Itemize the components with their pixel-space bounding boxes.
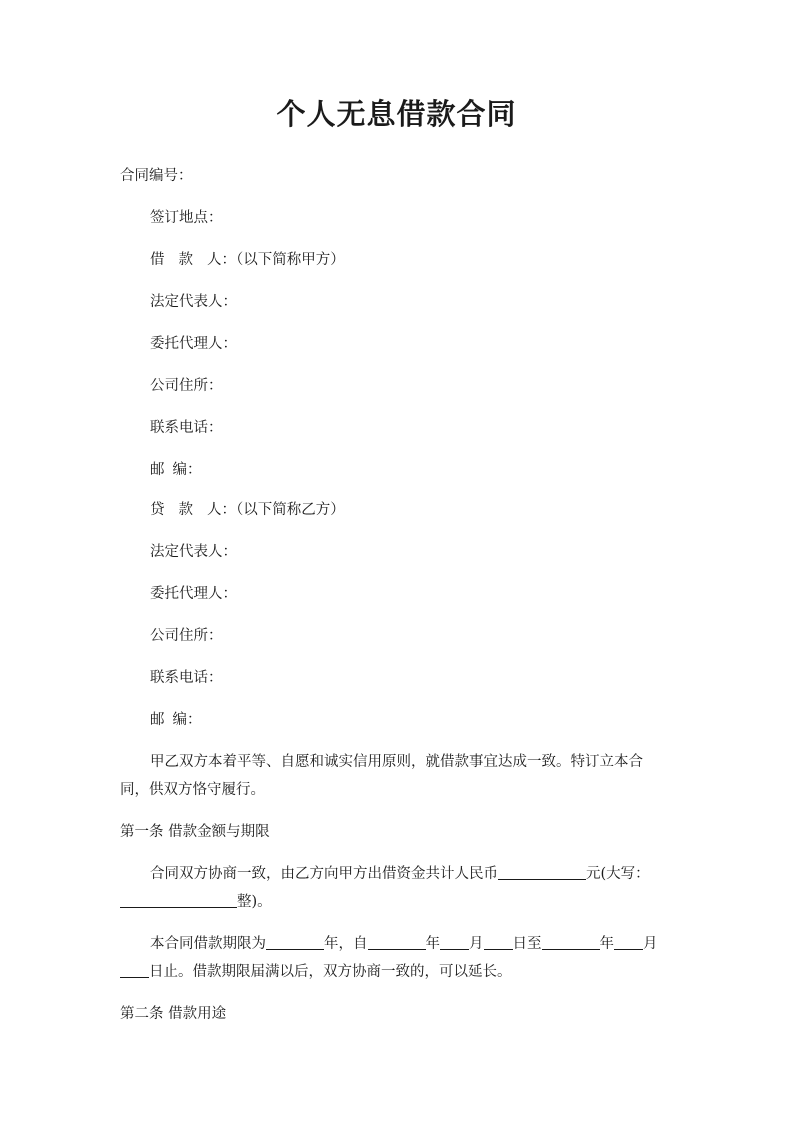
lender-address: 公司住所： — [150, 628, 223, 644]
lender-postcode — [150, 710, 202, 730]
article1-term-line2 — [120, 962, 512, 982]
sign-place-label: 签订地点： — [150, 210, 223, 226]
term-text-h: 日止。借款期限届满以后，双方协商一致的，可以延长。 — [149, 964, 512, 980]
borrower-label-char3: 人： — [207, 252, 236, 268]
article1-heading: 第一条 借款金额与期限 — [120, 824, 270, 840]
borrower-agent: 委托代理人： — [150, 336, 237, 352]
end-day-blank — [120, 963, 149, 978]
start-month-blank — [440, 935, 469, 950]
document-title: 个人无息借款合同 — [276, 97, 517, 131]
amount-blank — [498, 865, 586, 880]
lender-postcode-char1: 邮 — [150, 712, 165, 728]
lender-note: （以下简称乙方） — [236, 502, 345, 518]
amount-text-a: 合同双方协商一致，由乙方向甲方出借资金共计人民币 — [150, 866, 498, 882]
amount-text-c: 整)。 — [237, 894, 272, 910]
borrower-postcode-char1: 邮 — [150, 462, 165, 478]
term-text-d: 月 — [469, 936, 484, 952]
borrower-label-char1: 借 — [150, 252, 165, 268]
article1-amount-line1 — [150, 864, 650, 884]
borrower-legal-rep: 法定代表人： — [150, 294, 237, 310]
preamble-line1: 甲乙双方本着平等、自愿和诚实信用原则，就借款事宜达成一致。特订立本合 — [150, 754, 643, 770]
lender-phone: 联系电话： — [150, 670, 223, 686]
term-text-b: 年，自 — [324, 936, 368, 952]
borrower-label-line — [150, 250, 345, 270]
lender-label-char3: 人： — [207, 502, 236, 518]
borrower-postcode — [150, 460, 202, 480]
lender-postcode-char2: 编： — [172, 712, 202, 728]
start-day-blank — [484, 935, 513, 950]
lender-label-char1: 贷 — [150, 502, 165, 518]
borrower-phone: 联系电话： — [150, 420, 223, 436]
term-text-g: 月 — [643, 936, 658, 952]
article1-amount-line2 — [120, 892, 272, 912]
end-month-blank — [614, 935, 643, 950]
borrower-address: 公司住所： — [150, 378, 223, 394]
term-text-f: 年 — [599, 936, 614, 952]
term-years-blank — [266, 935, 324, 950]
term-text-e: 日至 — [512, 936, 542, 952]
amount-text-b: 元(大写： — [586, 866, 650, 882]
preamble-line2: 同，供双方恪守履行。 — [120, 782, 265, 798]
contract-no-label: 合同编号： — [120, 168, 193, 184]
amount-words-blank — [120, 893, 237, 908]
article2-heading: 第二条 借款用途 — [120, 1006, 227, 1022]
lender-label-line — [150, 500, 345, 520]
term-text-c: 年 — [425, 936, 440, 952]
borrower-label-char2: 款 — [178, 252, 193, 268]
borrower-note: （以下简称甲方） — [236, 252, 345, 268]
article1-term-line1 — [150, 934, 658, 954]
lender-agent: 委托代理人： — [150, 586, 237, 602]
term-text-a: 本合同借款期限为 — [150, 936, 266, 952]
borrower-postcode-char2: 编： — [172, 462, 202, 478]
end-year-blank — [542, 935, 600, 950]
start-year-blank — [368, 935, 426, 950]
lender-legal-rep: 法定代表人： — [150, 544, 237, 560]
lender-label-char2: 款 — [178, 502, 193, 518]
